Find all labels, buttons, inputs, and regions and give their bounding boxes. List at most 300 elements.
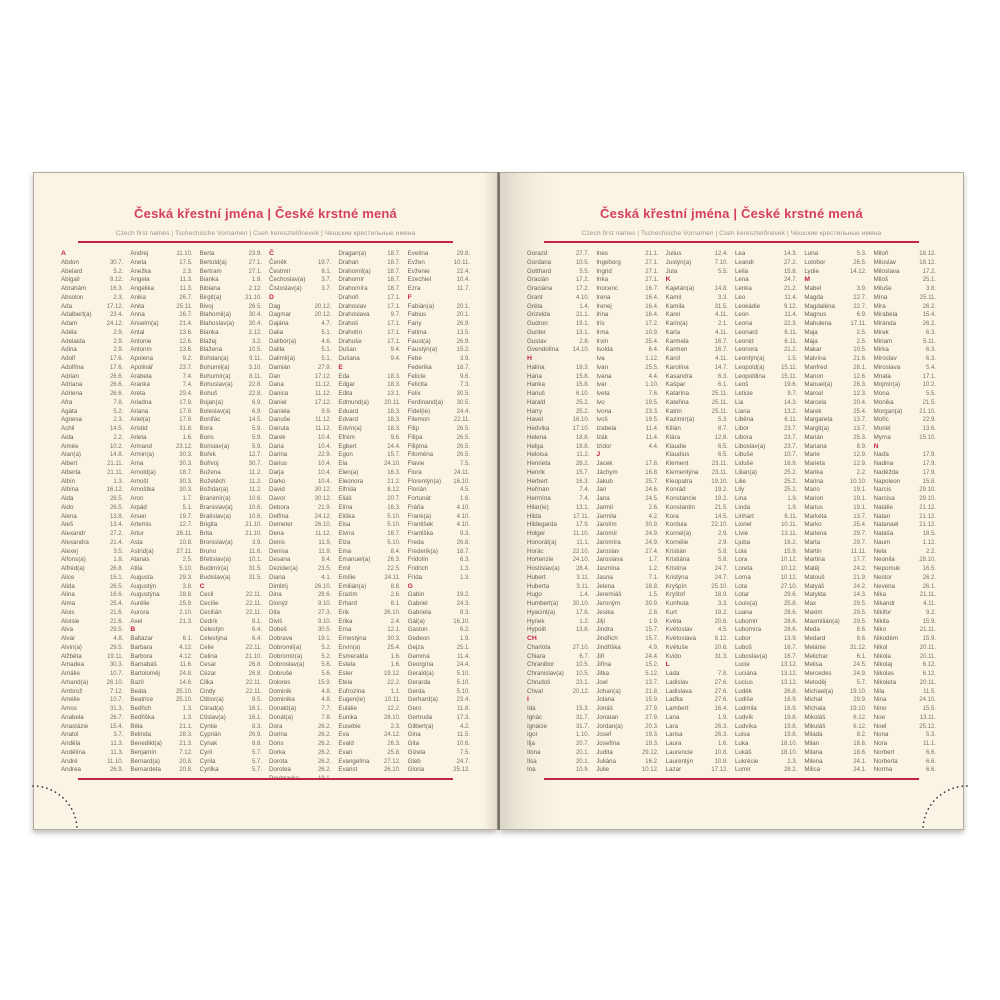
name-entry	[130, 591, 192, 600]
name-label: Eulálie	[338, 705, 357, 712]
name-entry	[130, 285, 192, 294]
name-date: 26.5.	[456, 426, 470, 432]
name-date: 28.6.	[783, 627, 798, 634]
name-date: 5.10.	[456, 679, 470, 686]
name-label: Alexandra	[61, 538, 89, 546]
name-entry	[130, 766, 192, 775]
name-entry	[200, 574, 262, 583]
name-label: Alina	[61, 591, 75, 599]
name-entry	[527, 705, 589, 714]
name-entry	[804, 416, 866, 425]
name-label: Boris	[199, 433, 214, 441]
name-entry	[804, 688, 866, 697]
name-label: Edita	[338, 390, 353, 397]
name-entry	[735, 548, 797, 557]
name-entry	[666, 635, 728, 644]
name-entry	[269, 451, 331, 460]
name-label: Drahomíra	[338, 285, 368, 292]
name-date: 16.7.	[387, 531, 401, 537]
name-entry	[804, 408, 866, 417]
name-date: 3.8.	[182, 583, 193, 590]
name-label: Julie	[596, 766, 610, 774]
name-entry	[200, 486, 262, 495]
name-entry	[804, 556, 866, 565]
name-date: 24.12.	[383, 732, 401, 739]
name-label: Malvína	[804, 355, 826, 362]
name-label: Celestýna	[199, 635, 228, 642]
name-entry	[130, 740, 192, 749]
name-date: 16.4.	[645, 303, 659, 310]
name-entry	[804, 303, 866, 312]
name-date: 17.9.	[922, 452, 936, 459]
name-entry	[338, 714, 400, 723]
name-date: 27.1.	[645, 268, 659, 275]
name-entry	[408, 600, 470, 609]
name-label: Erazim	[338, 591, 358, 599]
section-letter: Č	[268, 250, 274, 257]
name-date: 17.2.	[645, 321, 659, 327]
name-entry	[269, 530, 331, 539]
name-date: 24.8.	[179, 671, 193, 677]
name-date: 29.6.	[783, 592, 798, 599]
name-date: 6.12.	[922, 662, 936, 669]
name-date: 5.9.	[251, 434, 262, 441]
name-label: Achil	[61, 425, 75, 432]
name-date: 23.7.	[179, 364, 193, 371]
name-date: 1.9.	[459, 636, 470, 642]
name-label: Drahoslav	[338, 302, 367, 310]
name-label: André	[61, 757, 78, 765]
name-label: Monika	[873, 398, 894, 406]
name-entry	[200, 355, 262, 364]
name-date: 24.9.	[645, 531, 659, 537]
name-date: 30.4.	[248, 312, 262, 319]
name-date: 6.11.	[784, 513, 798, 520]
name-entry	[874, 259, 936, 268]
name-entry	[874, 574, 936, 583]
name-date: 24.10.	[572, 557, 590, 564]
name-label: Gordana	[527, 258, 552, 266]
name-date: 5.10.	[456, 671, 470, 677]
name-date: 2.2.	[856, 469, 867, 476]
name-label: Flavie	[407, 460, 425, 467]
name-date: 21.5.	[922, 399, 936, 406]
name-entry	[735, 381, 797, 390]
name-label: Cyril	[199, 748, 213, 756]
name-label: Gracián	[527, 276, 549, 284]
name-date: 27.6.	[714, 697, 728, 704]
name-date: 26.3.	[853, 382, 867, 389]
name-entry	[130, 661, 192, 670]
name-entry	[666, 539, 728, 548]
names-column	[735, 250, 797, 777]
name-date: 4.4.	[648, 443, 659, 450]
name-entry	[596, 731, 658, 740]
name-entry	[596, 653, 658, 662]
name-date: 19.2.	[714, 609, 728, 616]
name-label: Ctirad(a)	[199, 705, 224, 712]
name-entry	[130, 688, 192, 697]
name-entry	[269, 626, 331, 635]
name-label: Gina	[407, 731, 421, 739]
name-label: Luboslav(a)	[734, 652, 768, 660]
name-date: 6.11.	[784, 338, 798, 345]
name-entry	[200, 303, 262, 312]
name-date: 26.3.	[714, 723, 728, 730]
name-entry	[804, 548, 866, 557]
name-label: Manon	[804, 372, 824, 380]
name-entry	[874, 723, 936, 732]
name-date: 17.12.	[106, 303, 124, 310]
name-label: Inocenc	[596, 285, 618, 292]
name-date: 1.4.	[579, 303, 590, 310]
name-date: 11.4.	[784, 312, 798, 319]
name-date: 5.2.	[321, 653, 332, 660]
name-entry	[408, 548, 470, 557]
name-label: Klement	[665, 460, 689, 467]
name-label: Matyáš	[804, 582, 825, 590]
name-date: 8.12.	[387, 487, 401, 494]
name-entry	[666, 504, 728, 513]
name-date: 17.9.	[922, 461, 936, 467]
name-entry	[804, 381, 866, 390]
name-date: 18.8.	[575, 443, 590, 450]
name-entry	[408, 469, 470, 478]
name-entry	[269, 635, 331, 644]
name-entry	[735, 478, 797, 487]
name-date: 18.7.	[456, 548, 470, 555]
name-date: 30.9.	[645, 601, 659, 607]
name-label: Mína	[873, 293, 888, 301]
name-entry	[874, 583, 936, 592]
name-label: Ctibor(a)	[199, 696, 224, 704]
name-date: 4.7.	[321, 321, 332, 327]
name-entry	[338, 504, 400, 513]
name-date: 8.12.	[714, 636, 728, 642]
name-date: 29.8.	[456, 251, 470, 257]
name-label: Dorina	[268, 731, 288, 739]
name-date: 18.3.	[387, 373, 401, 380]
name-label: Eleonora	[338, 477, 364, 485]
name-label: Abrahám	[61, 285, 87, 292]
name-entry	[666, 626, 728, 635]
name-date: 18.7.	[387, 277, 401, 284]
name-date: 9.5.	[251, 697, 262, 704]
name-date: 19.1.	[575, 321, 590, 327]
name-entry	[804, 329, 866, 338]
name-label: Dana	[268, 381, 284, 389]
name-entry	[596, 626, 658, 635]
name-date: 28.6.	[783, 618, 798, 625]
name-date: 26.5.	[456, 443, 470, 450]
name-label: Marek	[804, 407, 822, 415]
name-date: 8.4.	[390, 548, 401, 555]
name-label: Ludvík	[734, 713, 754, 721]
name-entry	[596, 740, 658, 749]
name-date: 5.7.	[251, 758, 262, 765]
name-entry	[269, 434, 331, 443]
name-date: 31.3.	[714, 653, 728, 660]
section-letter: F	[407, 293, 412, 301]
name-entry	[130, 338, 192, 347]
name-entry	[130, 679, 192, 688]
name-label: Bořivoj	[199, 460, 219, 467]
name-entry	[408, 740, 470, 749]
name-label: Leonora	[734, 346, 758, 354]
name-date: 27.3.	[317, 609, 332, 616]
name-label: Natanael	[873, 521, 899, 529]
name-label: Evžen	[407, 258, 425, 266]
name-label: Anežka	[130, 267, 151, 275]
name-entry	[735, 486, 797, 495]
name-label: Narcis	[873, 486, 892, 494]
name-date: 2.9.	[717, 539, 728, 546]
name-entry	[200, 714, 262, 723]
name-date: 15.9.	[645, 697, 659, 704]
name-label: Alfréd(a)	[61, 565, 85, 572]
name-entry	[130, 583, 192, 592]
name-entry	[338, 723, 400, 732]
name-entry	[130, 565, 192, 574]
name-date: 5.12.	[645, 671, 659, 677]
name-entry	[338, 469, 400, 478]
name-entry	[338, 346, 400, 355]
name-date: 2.3.	[182, 268, 193, 275]
name-date: 11.1.	[923, 741, 936, 747]
name-date: 10.1.	[248, 557, 262, 564]
name-date: 19.5.	[645, 399, 659, 406]
name-label: Luciána	[734, 670, 757, 677]
name-label: Hynek	[527, 617, 545, 625]
name-entry	[200, 521, 262, 530]
name-date: 24.4.	[456, 408, 470, 415]
name-label: Cesar	[199, 661, 217, 669]
name-label: Jaromír	[596, 530, 618, 537]
name-entry	[408, 574, 470, 583]
name-label: Erna	[338, 626, 352, 634]
name-entry	[61, 294, 123, 303]
name-entry	[200, 320, 262, 329]
name-label: Elína	[338, 503, 353, 511]
name-label: Dina	[268, 591, 282, 599]
name-date: 14.3.	[783, 399, 798, 406]
name-label: Kunhuta	[665, 600, 689, 607]
name-entry	[338, 390, 400, 399]
name-entry	[338, 381, 400, 390]
name-label: Gabriel	[407, 600, 428, 607]
name-entry	[527, 303, 589, 312]
name-entry	[874, 276, 936, 285]
name-date: 22.11.	[245, 644, 262, 651]
name-date: 30.7.	[109, 259, 124, 266]
name-label: Margareta	[804, 416, 833, 424]
name-label: Miroslav	[873, 355, 897, 362]
name-entry	[596, 688, 658, 697]
name-date: 29.9.	[853, 697, 867, 704]
name-date: 27.6.	[714, 688, 728, 695]
name-entry	[338, 294, 400, 303]
names-column	[804, 250, 866, 777]
name-date: 28.2.	[783, 767, 798, 774]
name-label: Grant	[527, 293, 543, 301]
name-date: 7.8.	[321, 714, 332, 721]
name-date: 23.5.	[317, 566, 332, 572]
name-date: 6.11.	[784, 417, 798, 424]
name-entry	[666, 723, 728, 732]
name-label: Kvido	[665, 652, 682, 660]
name-entry	[338, 539, 400, 548]
name-label: Arna	[130, 460, 144, 467]
name-date: 10.5.	[575, 662, 590, 669]
name-date: 9.4.	[390, 347, 401, 354]
name-label: Lina	[734, 495, 747, 502]
name-entry	[338, 250, 400, 259]
name-entry	[666, 758, 728, 767]
name-entry	[408, 521, 470, 530]
name-date: 16.3.	[387, 469, 401, 476]
name-entry	[408, 766, 470, 775]
name-label: Magdaléna	[804, 302, 835, 310]
name-entry	[269, 740, 331, 749]
name-date: 1.12.	[922, 539, 936, 546]
name-entry	[408, 311, 470, 320]
name-label: Milana	[804, 748, 823, 756]
name-label: Jordan(a)	[596, 722, 623, 730]
name-entry	[804, 670, 866, 679]
name-label: Eva	[338, 731, 349, 739]
name-label: Hortenzie	[527, 556, 554, 564]
name-date: 4.2.	[459, 723, 470, 730]
name-entry	[666, 486, 728, 495]
name-label: Drahomír	[338, 276, 365, 284]
name-label: Danuta	[268, 425, 289, 432]
name-entry	[874, 504, 936, 513]
name-label: Andělína	[61, 748, 86, 756]
name-date: 29.5.	[109, 627, 124, 634]
name-date: 16.9.	[783, 461, 798, 467]
name-entry	[804, 609, 866, 618]
name-entry	[735, 469, 797, 478]
name-date: 31.5.	[248, 574, 262, 581]
name-date: 8.11.	[249, 373, 262, 380]
name-entry	[408, 434, 470, 443]
name-label: Alfons(a)	[61, 556, 86, 564]
name-label: Evangelína	[338, 757, 370, 765]
name-entry	[269, 469, 331, 478]
name-date: 26.6.	[109, 373, 124, 380]
name-label: Michael(a)	[804, 687, 834, 695]
name-date: 18.7.	[387, 251, 401, 257]
name-entry	[666, 416, 728, 425]
name-entry	[338, 408, 400, 417]
name-entry	[735, 434, 797, 443]
name-entry	[874, 626, 936, 635]
name-date: 30.10.	[572, 601, 590, 607]
name-entry	[408, 460, 470, 469]
name-date: 18.3.	[387, 417, 401, 424]
name-label: Elfrída	[338, 486, 357, 494]
name-date: 10.9.	[575, 767, 590, 774]
name-entry	[200, 276, 262, 285]
name-label: Lydie	[804, 267, 819, 275]
name-date: 20.7.	[387, 496, 401, 502]
name-date: 21.1.	[575, 312, 590, 319]
name-label: Egbert	[338, 442, 357, 450]
name-entry	[269, 268, 331, 277]
name-entry	[666, 303, 728, 312]
name-date: 10.2.	[109, 443, 124, 450]
name-label: Gilbert(a)	[407, 722, 434, 730]
name-date: 5.6.	[321, 671, 332, 677]
name-date: 4.8.	[321, 688, 332, 695]
name-label: Linhart	[734, 512, 754, 520]
name-date: 11.5.	[457, 732, 470, 739]
name-date: 6.1.	[717, 382, 728, 389]
name-entry	[200, 373, 262, 382]
names-column	[527, 250, 589, 777]
name-label: Nikola	[873, 652, 891, 660]
name-date: 7.4.	[579, 487, 590, 494]
name-entry	[596, 425, 658, 434]
name-entry	[61, 548, 123, 557]
name-date: 6.12.	[922, 671, 936, 677]
name-date: 7.12.	[179, 749, 193, 756]
name-date: 12.9.	[853, 461, 867, 467]
name-label: Liana	[734, 407, 751, 415]
name-label: Brita	[199, 530, 213, 537]
name-label: Milena	[804, 757, 823, 765]
name-label: Fatima	[407, 328, 427, 336]
name-label: Eunika	[338, 713, 358, 721]
name-entry	[874, 758, 936, 767]
name-label: Lukáš	[734, 748, 752, 756]
name-entry	[130, 635, 192, 644]
name-date: 24.10.	[919, 697, 936, 704]
name-entry	[130, 259, 192, 268]
name-date: 23.3.	[645, 408, 659, 415]
name-entry	[804, 705, 866, 714]
name-date: 22.11.	[245, 609, 262, 616]
name-label: Heřman	[527, 486, 550, 494]
name-date: 26.2.	[317, 749, 332, 756]
name-entry	[61, 670, 123, 679]
name-label: Medard	[804, 635, 826, 642]
name-date: 27.11.	[176, 548, 193, 555]
name-label: Ambrož	[61, 687, 83, 695]
name-label: Antonie	[130, 337, 152, 345]
name-date: 2.5.	[182, 557, 193, 564]
name-entry	[527, 478, 589, 487]
name-label: Filemon	[407, 416, 430, 424]
name-label: Alva	[61, 626, 74, 634]
name-entry	[596, 443, 658, 452]
name-entry	[200, 294, 262, 303]
name-date: 16.9.	[783, 697, 798, 704]
name-entry	[804, 478, 866, 487]
name-entry	[666, 548, 728, 557]
name-label: Konstancie	[665, 495, 697, 502]
name-label: Ilsa	[527, 757, 537, 765]
name-date: 9.2.	[925, 609, 936, 616]
name-label: Miranda	[873, 320, 897, 327]
name-label: Melichar	[804, 652, 828, 660]
name-entry	[666, 399, 728, 408]
name-date: 12.3.	[853, 391, 867, 397]
name-entry	[874, 408, 936, 417]
name-label: David	[268, 486, 285, 494]
name-date: 20.11.	[384, 399, 401, 406]
name-label: Celina	[199, 652, 218, 660]
